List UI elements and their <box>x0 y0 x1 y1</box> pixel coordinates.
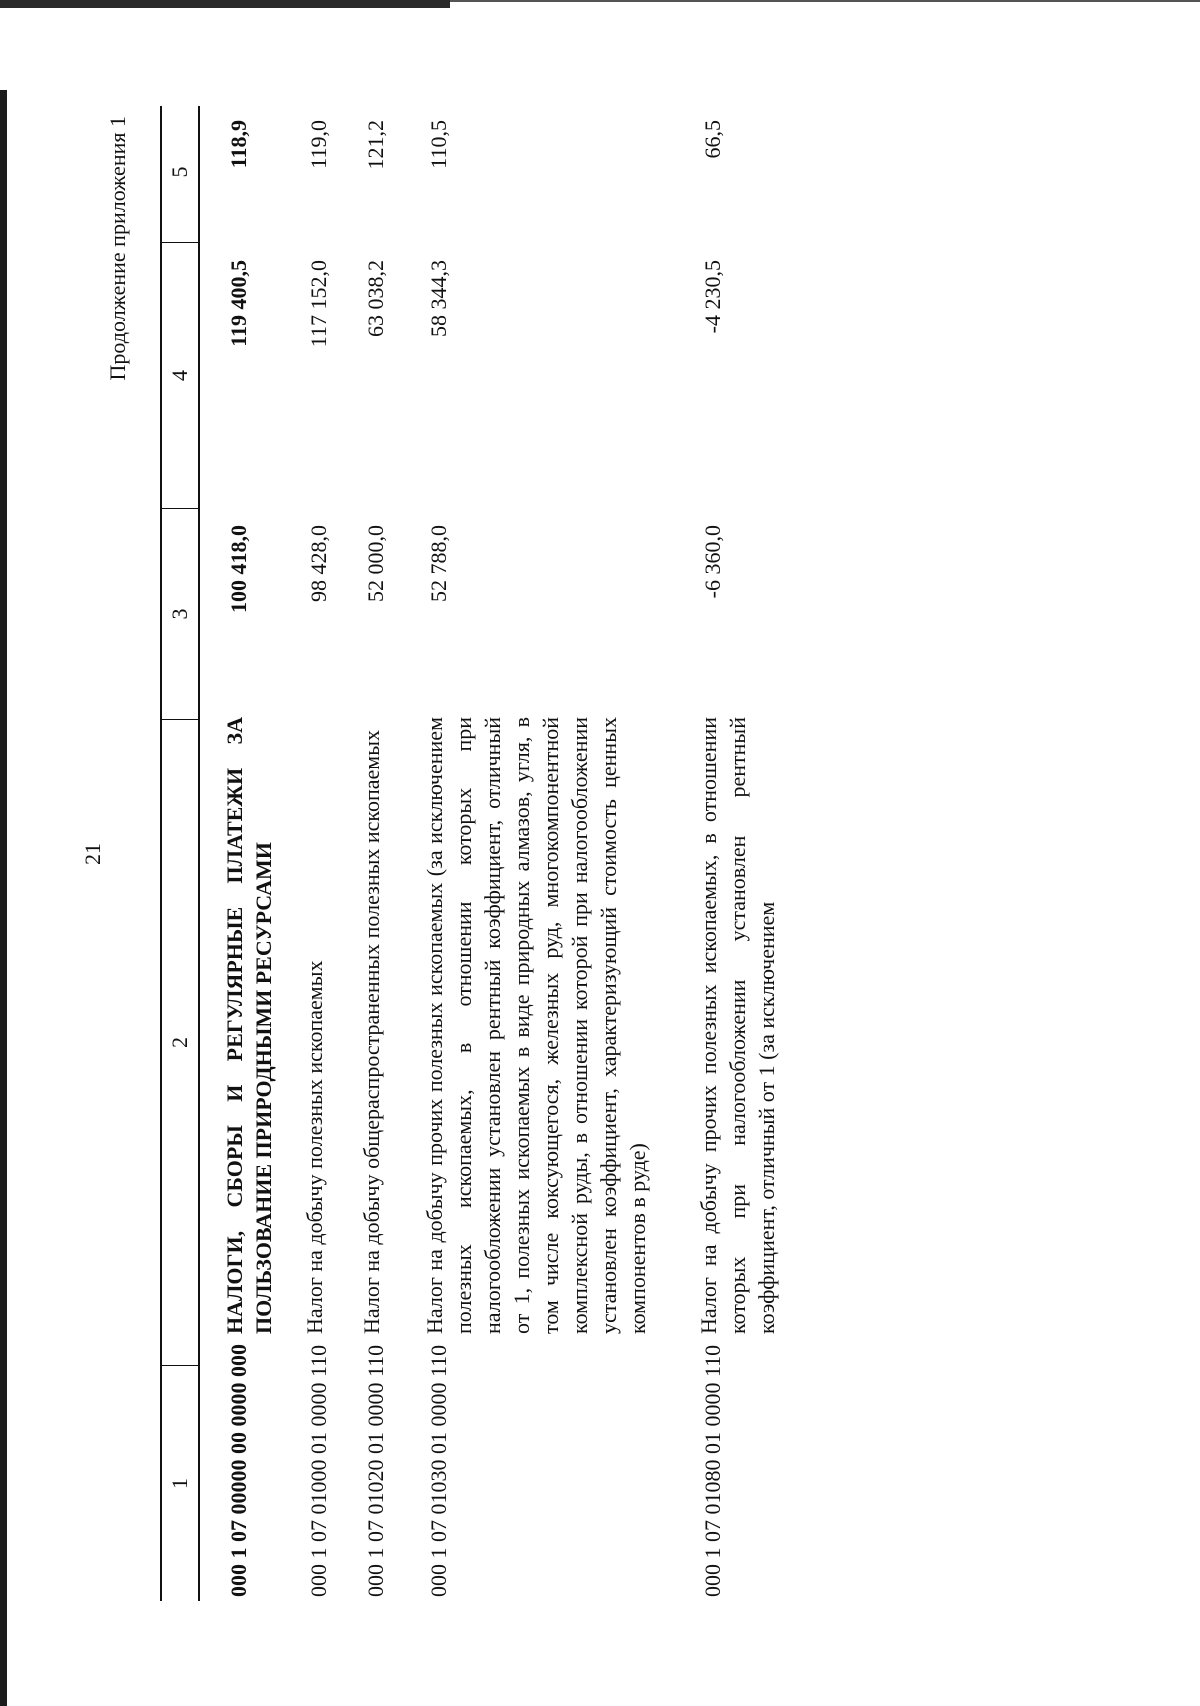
row-value-col3: 100 418,0 <box>226 525 251 613</box>
row-code: 000 1 07 00000 00 0000 000 <box>226 1344 251 1597</box>
row-value-col5: 118,9 <box>226 120 251 169</box>
header-col-5: 5 <box>162 102 198 243</box>
row-name: Налог на добычу прочих полезных ископаемых, в отношении которых при налогообложении установлен рентный коэффициент, отличный от 1 (за исключением <box>696 717 779 1334</box>
row-value-col5: 121,2 <box>363 120 388 170</box>
row-value-col4: 63 038,2 <box>363 260 388 337</box>
budget-table <box>160 106 781 1601</box>
row-value-col5: 110,5 <box>426 120 451 169</box>
table-row <box>300 106 333 1601</box>
table-row <box>220 106 278 1601</box>
table-row <box>357 106 390 1601</box>
row-name: Налог на добычу общераспространенных полезных ископаемых <box>359 729 384 1334</box>
header-col-3: 3 <box>162 509 198 720</box>
row-name: НАЛОГИ, СБОРЫ И РЕГУЛЯРНЫЕ ПЛАТЕЖИ ЗА ПОЛЬЗОВАНИЕ ПРИРОДНЫМИ РЕСУРСАМИ <box>222 717 276 1334</box>
row-code: 000 1 07 01030 01 0000 110 <box>426 1344 451 1597</box>
row-code: 000 1 07 01020 01 0000 110 <box>363 1344 388 1597</box>
row-value-col4: 58 344,3 <box>426 260 451 337</box>
row-value-col3: -6 360,0 <box>700 525 725 599</box>
table-row <box>694 106 781 1601</box>
row-value-col4: -4 230,5 <box>700 260 725 334</box>
table-header <box>160 106 200 1601</box>
page-number: 21 <box>80 843 105 865</box>
header-col-4: 4 <box>162 243 198 509</box>
row-code: 000 1 07 01000 01 0000 110 <box>306 1344 331 1597</box>
row-value-col4: 117 152,0 <box>306 260 331 348</box>
row-code: 000 1 07 01080 01 0000 110 <box>700 1344 725 1597</box>
row-name: Налог на добычу полезных ископаемых <box>302 960 327 1334</box>
row-value-col3: 98 428,0 <box>306 525 331 602</box>
header-col-2: 2 <box>162 720 198 1366</box>
row-value-col3: 52 000,0 <box>363 525 388 602</box>
header-col-1: 1 <box>167 1478 192 1489</box>
table-row <box>420 106 652 1601</box>
row-value-col4: 119 400,5 <box>226 260 251 347</box>
row-value-col3: 52 788,0 <box>426 525 451 602</box>
row-value-col5: 119,0 <box>306 120 331 169</box>
row-value-col5: 66,5 <box>700 120 725 159</box>
row-name: Налог на добычу прочих полезных ископаемых (за исключением полезных ископаемых, в отношении которых при налогообложении установлен рентный коэффициент, отличный от 1, полезных ископаемых в виде природных алмазов, угля, в том числе коксующегося, железных руд, многокомпонентной комплексной руды, в отношении которой при налогообложении установлен коэффициент, характеризующий стоимость ценных компонентов в руде) <box>422 717 650 1334</box>
appendix-label: Продолжение приложения 1 <box>105 116 130 381</box>
